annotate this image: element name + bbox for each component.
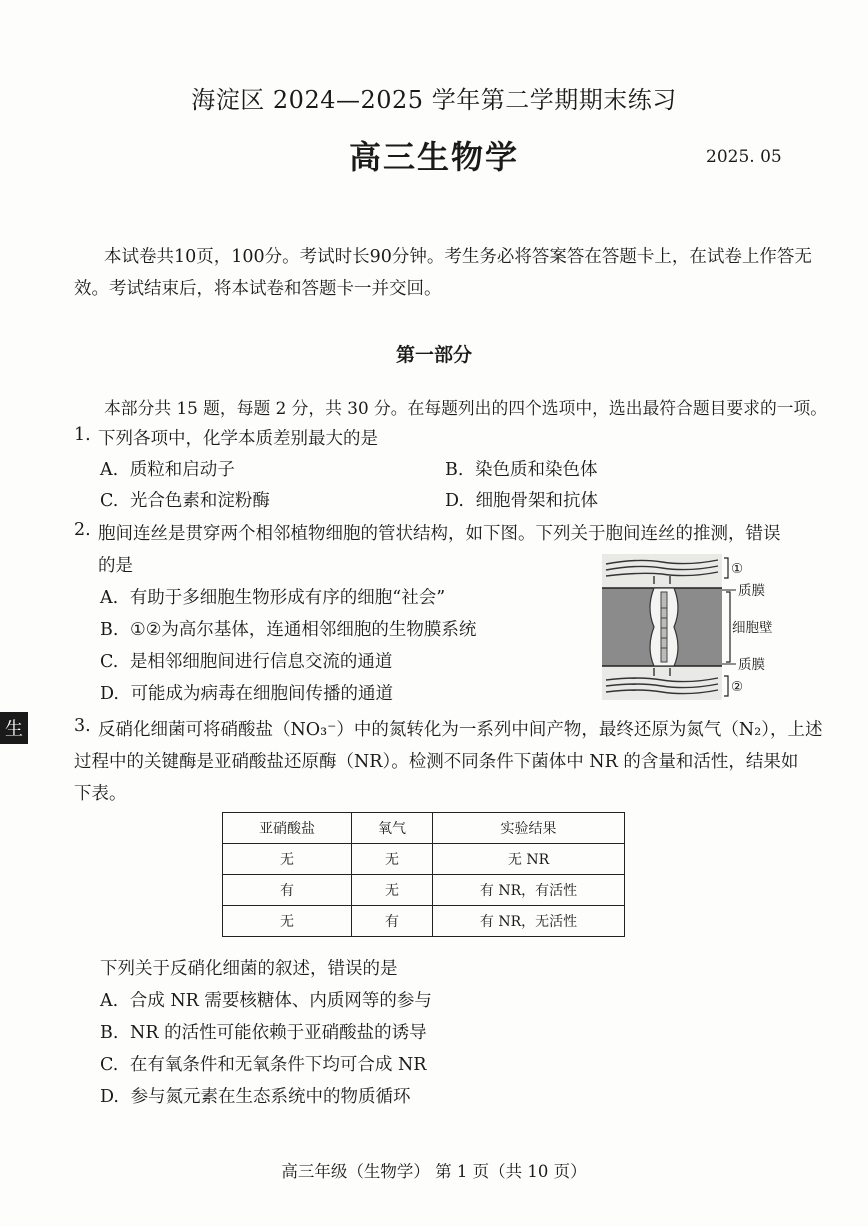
option-text: 染色质和染色体	[475, 460, 598, 480]
table-cell: 无 NR	[433, 844, 625, 875]
q2-stem-line-1: 胞间连丝是贯穿两个相邻植物细胞的管状结构，如下图。下列关于胞间连丝的推测，错误	[98, 524, 781, 544]
q3-number: 3.	[74, 716, 91, 736]
option-label: A.	[100, 991, 119, 1011]
option-label: C.	[100, 1055, 119, 1075]
option-text: 有助于多细胞生物形成有序的细胞“社会”	[129, 588, 446, 608]
side-tab: 生	[0, 712, 28, 744]
option-label: B.	[100, 1023, 119, 1043]
option-label: B.	[100, 620, 119, 640]
q1-option-a	[100, 456, 235, 481]
option-label: B.	[445, 460, 464, 480]
plasmodesmata-diagram	[598, 552, 778, 702]
table-header-row	[223, 813, 625, 844]
table-cell: 无	[223, 844, 352, 875]
option-label: A.	[100, 460, 119, 480]
exam-title: 海淀区 2024—2025 学年第二学期期末练习	[191, 86, 677, 114]
option-label: C.	[100, 491, 119, 511]
option-label: D.	[445, 491, 464, 511]
q3-option-d	[100, 1083, 411, 1108]
table-row	[223, 844, 625, 875]
q2-stem-line-2: 的是	[98, 556, 133, 576]
option-text: 细胞骨架和抗体	[475, 491, 599, 511]
part-intro: 本部分共 15 题，每题 2 分，共 30 分。在每题列出的四个选项中，选出最符合题目要求的一项。	[104, 398, 828, 418]
option-text: ①②为高尔基体，连通相邻细胞的生物膜系统	[130, 620, 477, 640]
plasmodesmata-figure	[598, 552, 778, 702]
option-text: NR 的活性可能依赖于亚硝酸盐的诱导	[130, 1023, 427, 1043]
q1-number: 1.	[74, 425, 91, 445]
option-text: 在有氧条件和无氧条件下均可合成 NR	[129, 1055, 427, 1075]
exam-date: 2025. 05	[706, 147, 782, 167]
table-row	[223, 906, 625, 937]
cell-wall-right	[674, 588, 722, 666]
q1-option-d	[445, 487, 598, 512]
label-membrane-bottom: 质膜	[738, 657, 765, 673]
table-cell: 有	[223, 875, 352, 906]
part-title: 第一部分	[395, 344, 472, 366]
table-header-cell: 亚硝酸盐	[223, 813, 352, 844]
label-two: ②	[731, 679, 744, 695]
q3-stem-line-1: 反硝化细菌可将硝酸盐（NO₃⁻）中的氮转化为一系列中间产物，最终还原为氮气（N₂），上述	[98, 720, 823, 740]
bracket-one	[724, 558, 728, 578]
option-text: 合成 NR 需要核糖体、内质网等的参与	[129, 991, 432, 1011]
table-row	[223, 875, 625, 906]
q2-option-c	[100, 648, 392, 673]
results-table	[222, 812, 625, 937]
bracket-two	[724, 676, 728, 696]
table-cell: 无	[352, 844, 433, 875]
option-label: A.	[100, 588, 119, 608]
option-text: 参与氮元素在生态系统中的物质循环	[130, 1087, 411, 1107]
q2-option-d	[100, 680, 393, 705]
q2-option-a	[100, 584, 445, 609]
q2-option-b	[100, 616, 476, 641]
q1-option-b	[445, 456, 598, 481]
q1-option-c	[100, 487, 270, 512]
table-header-cell: 实验结果	[433, 813, 625, 844]
label-cell-wall: 细胞壁	[732, 620, 773, 636]
q3-prompt: 下列关于反硝化细菌的叙述，错误的是	[100, 959, 398, 979]
option-text: 可能成为病毒在细胞间传播的通道	[130, 684, 394, 704]
q3-stem-line-3: 下表。	[74, 784, 127, 804]
option-text: 是相邻细胞间进行信息交流的通道	[129, 652, 393, 672]
table-cell: 有 NR，有活性	[433, 875, 625, 906]
table-header-cell: 氧气	[352, 813, 433, 844]
q1-stem: 下列各项中，化学本质差别最大的是	[98, 429, 378, 449]
instructions-line-2: 效。考试结束后，将本试卷和答题卡一并交回。	[74, 279, 442, 299]
q3-option-a	[100, 987, 432, 1012]
bracket-cell-wall	[726, 592, 730, 662]
cell-wall-left	[602, 588, 654, 666]
option-text: 质粒和启动子	[129, 460, 235, 480]
instructions	[74, 241, 812, 305]
option-text: 光合色素和淀粉酶	[129, 491, 270, 511]
q3-option-c	[100, 1051, 426, 1076]
q3-option-b	[100, 1019, 427, 1044]
q3-stem-line-2: 过程中的关键酶是亚硝酸盐还原酶（NR）。检测不同条件下菌体中 NR 的含量和活性，结果如	[74, 752, 799, 772]
desmotubule	[661, 592, 667, 662]
option-label: C.	[100, 652, 119, 672]
instructions-line-1: 本试卷共10页，100分。考试时长90分钟。考生务必将答案答在答题卡上，在试卷上作答无	[104, 247, 812, 267]
table-cell: 有	[352, 906, 433, 937]
q2-number: 2.	[74, 520, 91, 540]
option-label: D.	[100, 1087, 119, 1107]
subject-title: 高三生物学	[348, 138, 519, 176]
table-cell: 有 NR，无活性	[433, 906, 625, 937]
page-footer: 高三年级（生物学） 第 1 页（共 10 页）	[281, 1162, 587, 1181]
table-cell: 无	[352, 875, 433, 906]
option-label: D.	[100, 684, 119, 704]
table-cell: 无	[223, 906, 352, 937]
label-membrane-top: 质膜	[738, 583, 765, 599]
label-one: ①	[731, 561, 744, 577]
